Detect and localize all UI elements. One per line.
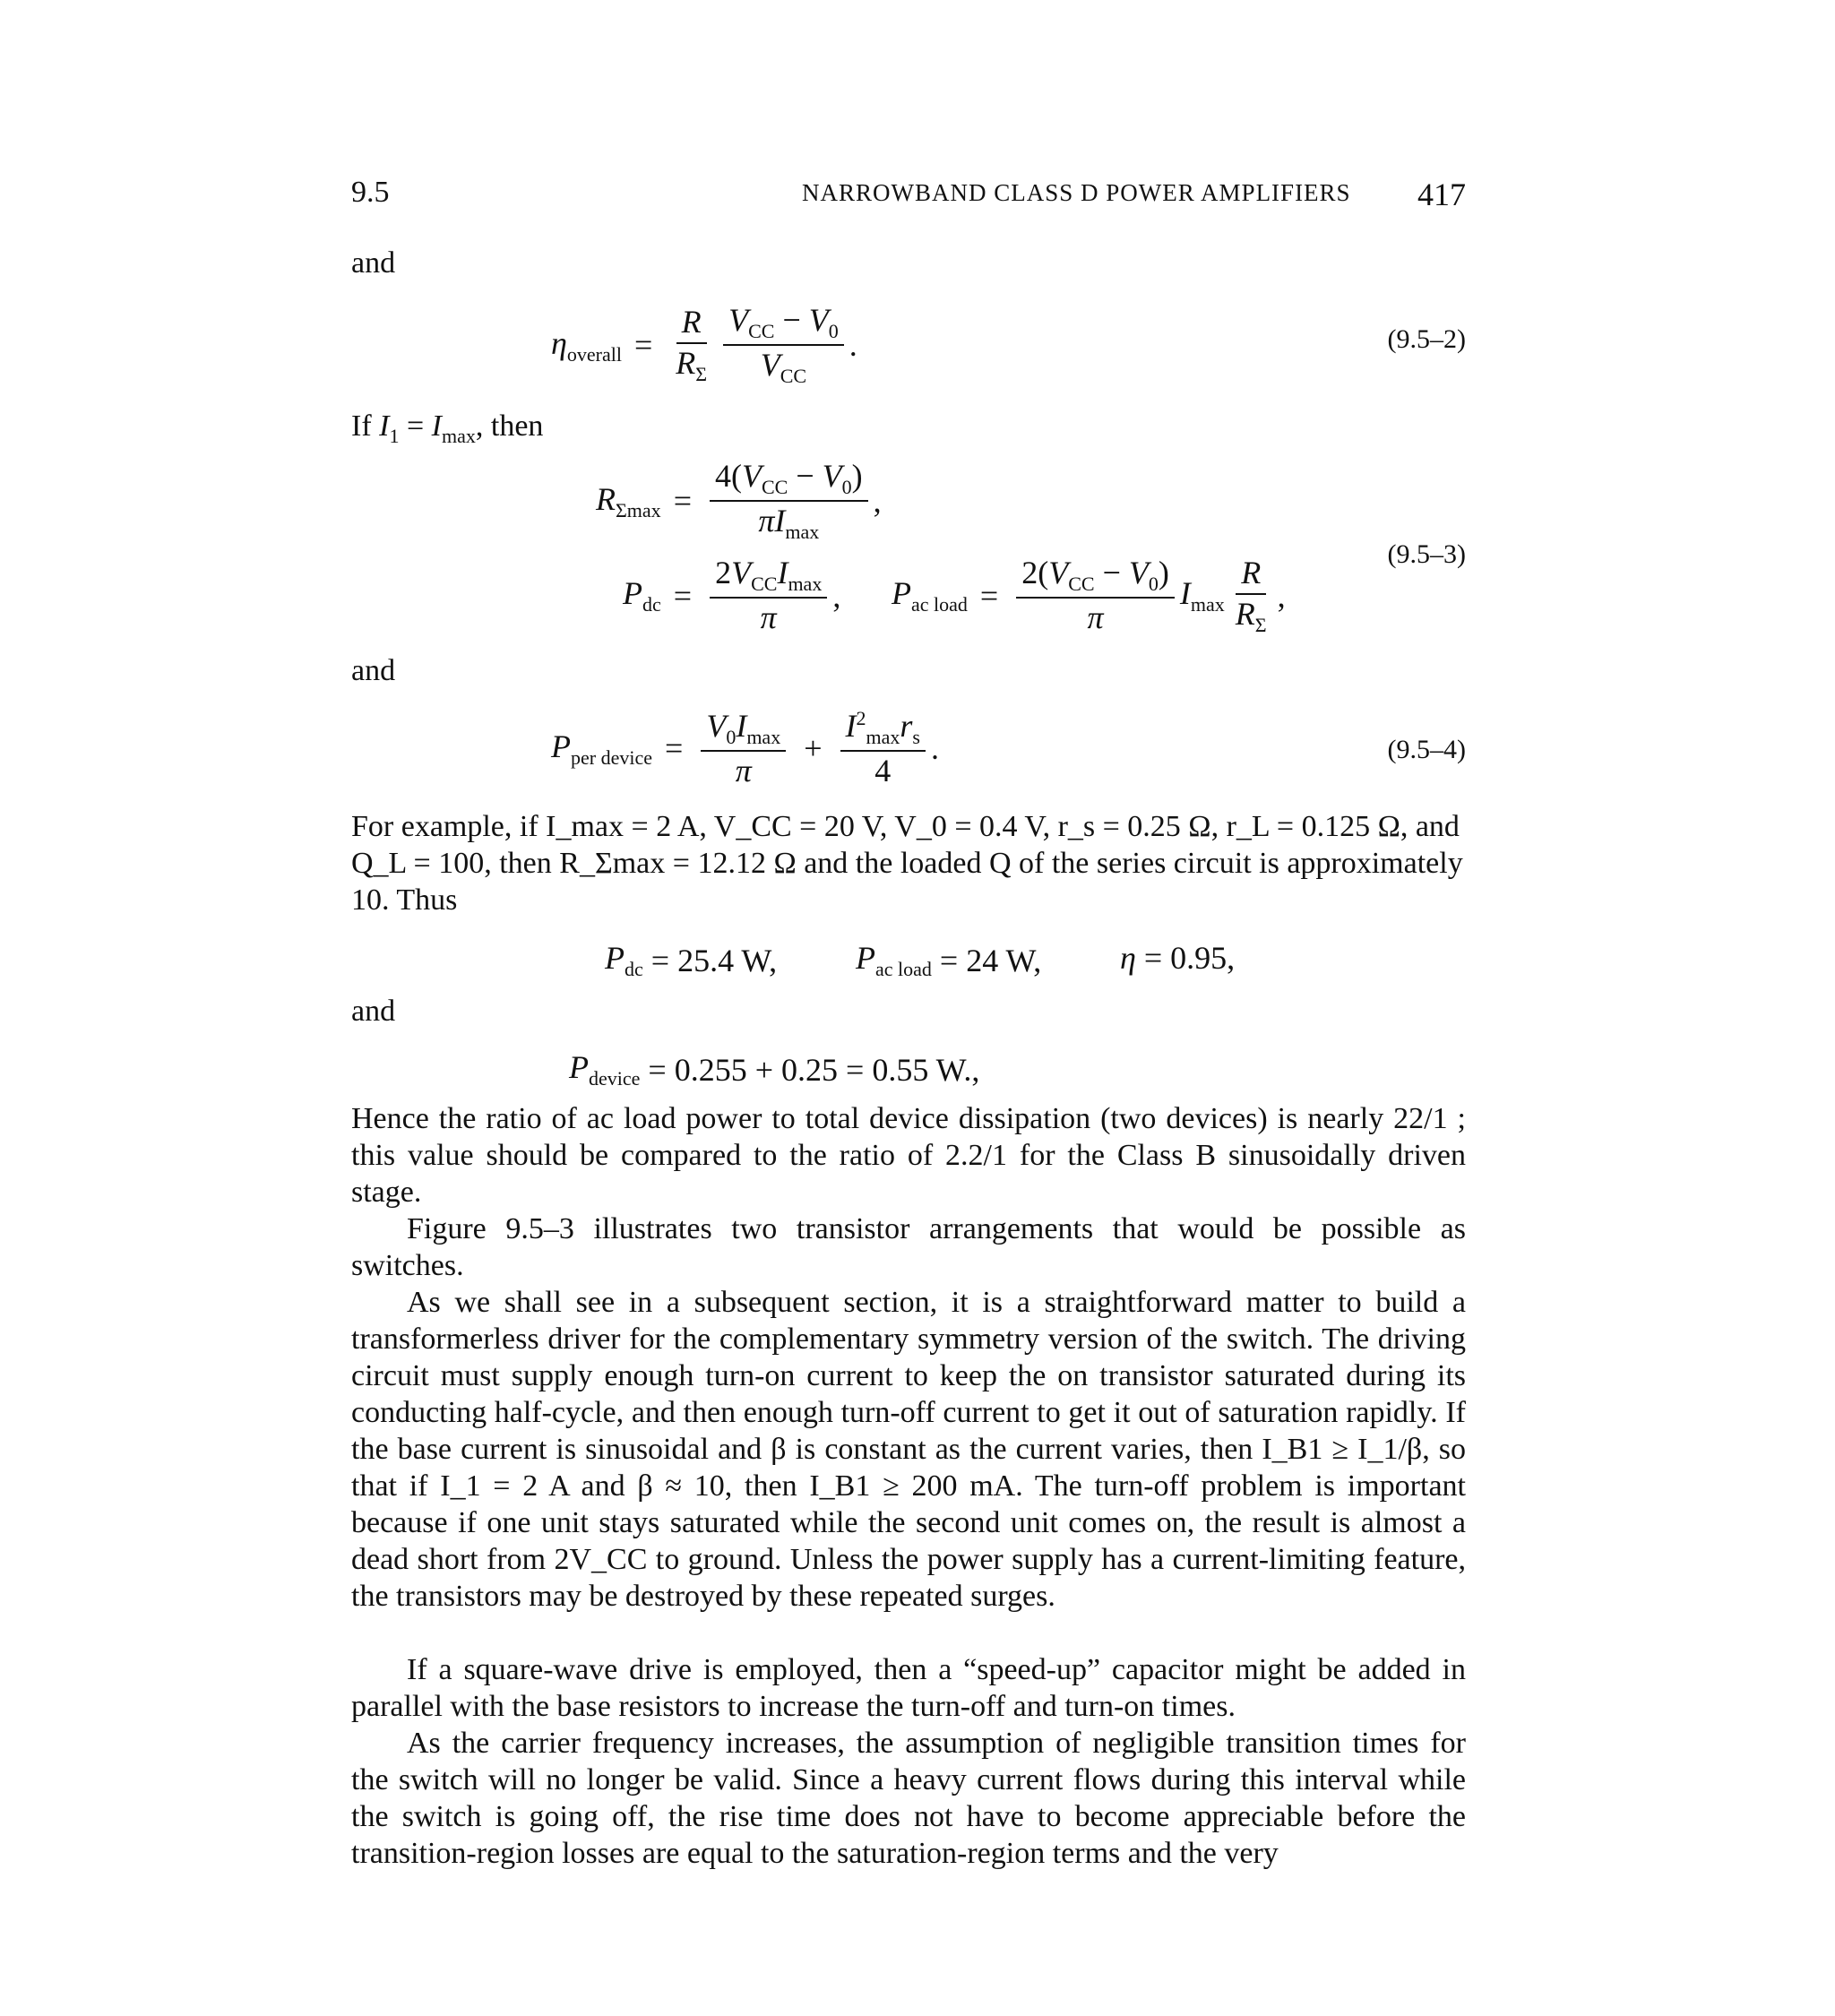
result-eta: η = 0.95, — [1120, 940, 1236, 976]
if-word: If — [351, 409, 372, 443]
label-and: and — [351, 246, 396, 280]
result-p-device: $P_{device}$ = 0.255 + 0.25 = 0.55 W., — [569, 1049, 980, 1090]
equation-p-dc: $P_{dc}$ = $\frac{2V_{CC}I_{max}}{\pi}$ , — [623, 555, 841, 636]
result-p-acload-value: = 24 W, — [939, 942, 1042, 978]
result-eta-value: = 0.95, — [1143, 940, 1236, 976]
body-paragraph: If a square-wave drive is employed, then a “speed-up” capacitor might be added in parallel with the base resistors to increase the turn-off and turn-on times. — [351, 1653, 1466, 1723]
page-number: 417 — [1417, 177, 1466, 212]
section-number: 9.5 — [351, 176, 390, 209]
example-paragraph — [351, 808, 1466, 918]
running-title: NARROWBAND CLASS D POWER AMPLIFIERS — [802, 179, 1351, 206]
example-line: Q_L = 100, then R_Σmax = 12.12 Ω and the loaded Q of the series circuit is approximately — [351, 847, 1463, 880]
body-paragraph: Figure 9.5–3 illustrates two transistor arrangements that would be possible as switches. — [351, 1212, 1466, 1282]
equation-9-5-2: $\eta_{overall}$ = $\frac{R}{R_\Sigma}$ $\frac{V_{CC} - V_0}{V_{CC}}$ . — [551, 302, 857, 388]
body-paragraph: Hence the ratio of ac load power to total device dissipation (two devices) is nearly 22/1 ; this value should be compared to the ratio of 2.2/1 for the Class B sinusoidally driven stage. — [351, 1102, 1466, 1209]
equation-number: (9.5–2) — [1387, 324, 1466, 354]
body-paragraph: As we shall see in a subsequent section, it is a straightforward matter to build a transformerless driver for the complementary symmetry version of the switch. The driving circuit must supply enough turn-on current to keep the on transistor saturated during its conducting half-cycle, and then enough turn-off current to get it out of saturation rapidly. If the base current is sinusoidal and β is constant as the current varies, then I_B1 ≥ I_1/β, so that if I_1 = 2 A and β ≈ 10, then I_B1 ≥ 200 mA. The turn-off problem is important because if one unit stays saturated while the second unit comes on, the result is almost a dead short from 2V_CC to ground. Unless the power supply has a current-limiting feature, the transistors may be destroyed by these repeated surges. — [351, 1286, 1466, 1613]
label-and: and — [351, 995, 396, 1028]
label-and: and — [351, 654, 396, 687]
equation-9-5-4: $P_{per device}$ = $\frac{V_0I_{max}}{\pi}$ + $\frac{I^2_{max}r_s}{4}$ . — [551, 707, 939, 789]
equation-p-acload: $P_{ac load}$ = $\frac{2(V_{CC} - V_0)}{\pi}$ $I_{max}$ $\frac{R}{R_\Sigma}$ , — [892, 555, 1286, 636]
then-word: , then — [475, 409, 544, 443]
example-line: For example, if I_max = 2 A, V_CC = 20 V, V_0 = 0.4 V, r_s = 0.25 Ω, r_L = 0.125 Ω, and — [351, 810, 1460, 843]
equation-r-sigma-max: $R_{\Sigma max}$ = $\frac{4(V_{CC} - V_0)}{\pi I_{max}}$ , — [596, 458, 882, 544]
result-p-acload: $P_{ac load}$ = 24 W, — [856, 940, 1042, 981]
result-p-device-value: = 0.255 + 0.25 = 0.55 W., — [648, 1051, 980, 1088]
example-line: 10. Thus — [351, 883, 458, 917]
condition-line: If $I_1 = I_{max}$, then — [351, 409, 544, 447]
equation-number: (9.5–4) — [1387, 735, 1466, 764]
running-header — [351, 176, 1466, 215]
result-p-dc: $P_{dc}$ = 25.4 W, — [605, 940, 778, 981]
equation-number: (9.5–3) — [1387, 539, 1466, 569]
result-p-dc-value: = 25.4 W, — [650, 942, 778, 978]
body-paragraph: As the carrier frequency increases, the assumption of negligible transition times for the switch will no longer be valid. Since a heavy current flows during this interval while the switch is going off, the rise time does not have to become appreciable before the transition-region losses are equal to the saturation-region terms and the very — [351, 1727, 1466, 1870]
